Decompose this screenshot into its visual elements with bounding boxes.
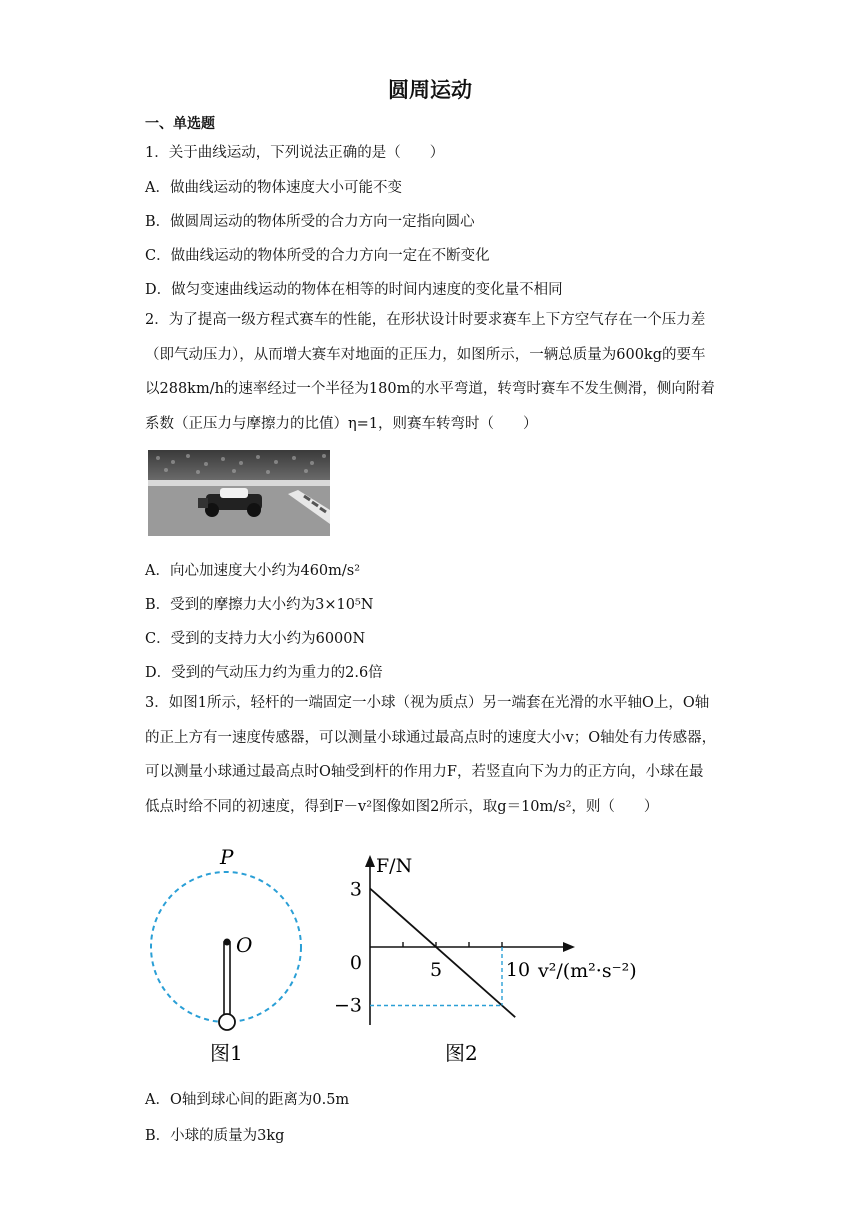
x-axis-arrow (563, 942, 575, 952)
x-tick-label-5: 5 (429, 959, 443, 981)
fig2-caption: 图2 (445, 1041, 478, 1065)
q1-stem: 1．关于曲线运动，下列说法正确的是（ ） (145, 145, 445, 161)
q2-option-a: A．向心加速度大小约为460m/s² (145, 563, 361, 579)
ball (219, 1014, 235, 1030)
figure-2-graph (334, 855, 637, 1065)
q3-option-a: A．O轴到球心间的距离为0.5m (145, 1092, 350, 1108)
section-heading: 一、单选题 (145, 116, 215, 132)
q3-stem: 3．如图1所示，轻杆的一端固定一小球（视为质点）另一端套在光滑的水平轴O上，O轴的正上方有一速度传感器，可以测量小球通过最高点时的速度大小v；O轴处有力传感器，可以测量小球通过最高点时O轴受到杆的作用力F，若竖直向下为力的正方向，小球在最低点时给不同的初速度，得到F－v²图像如图2所示，取g＝10m/s²，则（ ） (145, 695, 717, 815)
y-axis-arrow (365, 855, 375, 867)
y-tick-label-0: 0 (349, 952, 362, 974)
data-line (370, 889, 515, 1018)
label-p: P (220, 845, 234, 869)
q2-option-b: B．受到的摩擦力大小约为3×10⁵N (145, 597, 374, 613)
q1-option-d: D．做匀变速曲线运动的物体在相等的时间内速度的变化量不相同 (145, 282, 563, 298)
page-title: 圆周运动 (388, 78, 472, 102)
figure-1 (151, 845, 301, 1065)
race-car-photo (148, 450, 330, 536)
label-o: O (236, 933, 253, 957)
question3-figure (140, 840, 660, 1070)
q2-option-c: C．受到的支持力大小约为6000N (145, 631, 366, 647)
y-tick-label-neg3: −3 (333, 994, 362, 1017)
q2-stem: 2．为了提高一级方程式赛车的性能，在形状设计时要求赛车上下方空气存在一个压力差（即气动压力），从而增大赛车对地面的正压力，如图所示，一辆总质量为600kg的要车以288km/h的速率经过一个半径为180m的水平弯道，转弯时赛车不发生侧滑，侧向附着系数（正压力与摩擦力的比值）η=1，则赛车转弯时（ ） (145, 312, 715, 432)
axis-o (224, 939, 231, 946)
q1-option-b: B．做圆周运动的物体所受的合力方向一定指向圆心 (145, 214, 475, 230)
x-axis-label: v²/(m²·s⁻²) (538, 960, 637, 982)
q1-option-a: A．做曲线运动的物体速度大小可能不变 (145, 180, 402, 196)
x-tick-label-10: 10 (505, 959, 531, 981)
rod (224, 942, 230, 1015)
y-tick-label-3: 3 (349, 878, 362, 901)
q1-option-c: C．做曲线运动的物体所受的合力方向一定在不断变化 (145, 248, 490, 264)
y-axis-label: F/N (376, 855, 413, 877)
fig1-caption: 图1 (210, 1041, 243, 1065)
q2-option-d: D．受到的气动压力约为重力的2.6倍 (145, 665, 383, 681)
q3-option-b: B．小球的质量为3kg (145, 1128, 285, 1144)
